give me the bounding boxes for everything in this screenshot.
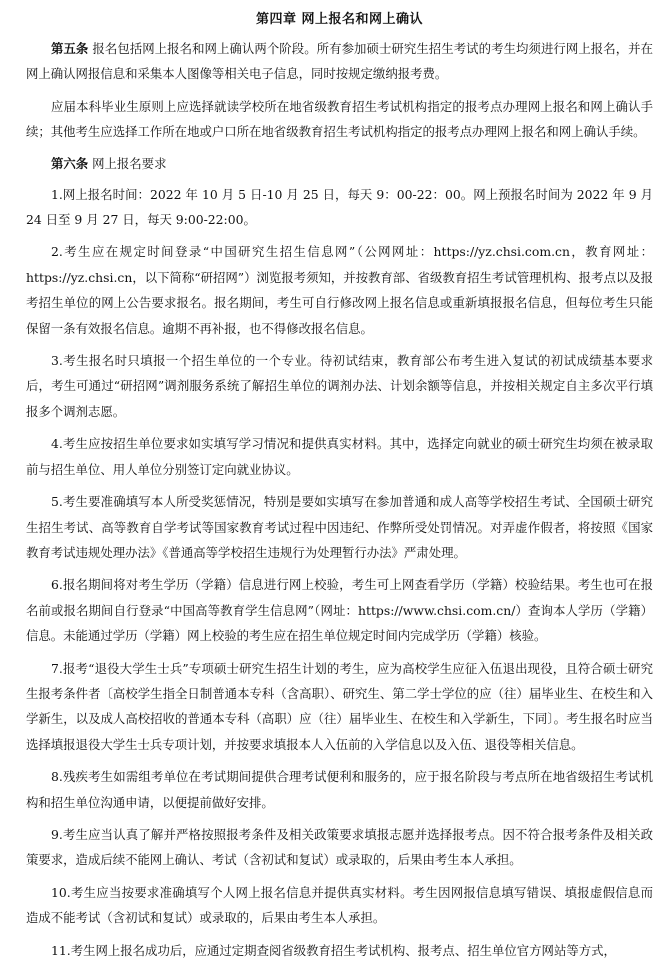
article-6-text: 网上报名要求 (92, 155, 167, 171)
article-6-label: 第六条 (51, 155, 89, 171)
item-10: 10.考生应当按要求准确填写个人网上报名信息并提供真实材料。考生因网报信息填写错误、填报虚假信息而造成不能考试（含初试和复试）或录取的，后果由考生本人承担。 (26, 884, 653, 926)
item-1: 1.网上报名时间：2022 年 10 月 5 日-10 月 25 日，每天 9：00-22：00。网上预报名时间为 2022 年 9 月 24 日至 9 月 27 日，每天 9:00-22:00。 (26, 186, 653, 228)
item-3: 3.考生报名时只填报一个招生单位的一个专业。待初试结束，教育部公布考生进入复试的初试成绩基本要求后，考生可通过“研招网”调剂服务系统了解招生单位的调剂办法、计划余额等信息，并按相关规定自主多次平行填报多个调剂志愿。 (26, 353, 653, 419)
article-5 (26, 36, 653, 87)
item-11: 11.考生网上报名成功后，应通过定期查阅省级教育招生考试机构、报考点、招生单位官方网站等方式， (51, 942, 616, 958)
article-5-label: 第五条 (51, 41, 89, 56)
chapter-title: 第四章 网上报名和网上确认 (255, 12, 424, 27)
article-6 (26, 152, 653, 176)
item-2: 2.考生应在规定时间登录“中国研究生招生信息网”（公网网址：https://yz.chsi.com.cn，教育网址：https://yz.chsi.cn，以下简称“研招网”）浏览报考须知，并按教育部、省级教育招生考试管理机构、报考点以及报考招生单位的网上公告要求报名。报名期间，考生可自行修改网上报名信息或重新填报报名信息，但每位考生只能保留一条有效报名信息。逾期不再补报，也不得修改报名信息。 (26, 244, 654, 336)
paragraph-registration-location: 应届本科毕业生原则上应选择就读学校所在地省级教育招生考试机构指定的报考点办理网上报名和网上确认手续；其他考生应选择工作所在地或户口所在地省级教育招生考试机构指定的报考点办理网上报名和网上确认手续。 (26, 98, 653, 140)
item-5: 5.考生要准确填写本人所受奖惩情况，特别是要如实填写在参加普通和成人高等学校招生考试、全国硕士研究生招生考试、高等教育自学考试等国家教育考试过程中因违纪、作弊所受处罚情况。对弄虚作假者，将按照《国家教育考试违规处理办法》《普通高等学校招生违规行为处理暂行办法》严肃处理。 (26, 494, 653, 560)
item-8: 8.残疾考生如需组考单位在考试期间提供合理考试便利和服务的，应于报名阶段与考点所在地省级招生考试机构和招生单位沟通申请，以便提前做好安排。 (26, 769, 653, 810)
item-9: 9.考生应当认真了解并严格按照报考条件及相关政策要求填报志愿并选择报考点。因不符合报考条件及相关政策要求，造成后续不能网上确认、考试（含初试和复试）或录取的，后果由考生本人承担。 (26, 826, 653, 868)
item-7: 7.报考“退役大学生士兵”专项硕士研究生招生计划的考生，应为高校学生应征入伍退出现役，且符合硕士研究生报考条件者〔高校学生指全日制普通本专科（含高职）、研究生、第二学士学位的应（往）届毕业生、在校生和入学新生，以及成人高校招收的普通本专科（高职）应（往）届毕业生、在校生和入学新生，下同〕。考生报名时应当选择填报退役大学生士兵专项计划，并按要求填报本人入伍前的入学信息以及入伍、退役等相关信息。 (26, 660, 653, 752)
item-6: 6.报名期间将对考生学历（学籍）信息进行网上校验，考生可上网查看学历（学籍）校验结果。考生也可在报名前或报名期间自行登录“中国高等教育学生信息网”（网址：https://www.chsi.com.cn/）查询本人学历（学籍）信息。未能通过学历（学籍）网上校验的考生应在招生单位规定时间内完成学历（学籍）核验。 (26, 577, 653, 644)
item-4: 4.考生应按招生单位要求如实填写学习情况和提供真实材料。其中，选择定向就业的硕士研究生均须在被录取前与招生单位、用人单位分别签订定向就业协议。 (26, 436, 653, 477)
article-5-text: 报名包括网上报名和网上确认两个阶段。所有参加硕士研究生招生考试的考生均须进行网上报名，并在网上确认网报信息和采集本人图像等相关电子信息，同时按规定缴纳报考费。 (26, 41, 654, 82)
